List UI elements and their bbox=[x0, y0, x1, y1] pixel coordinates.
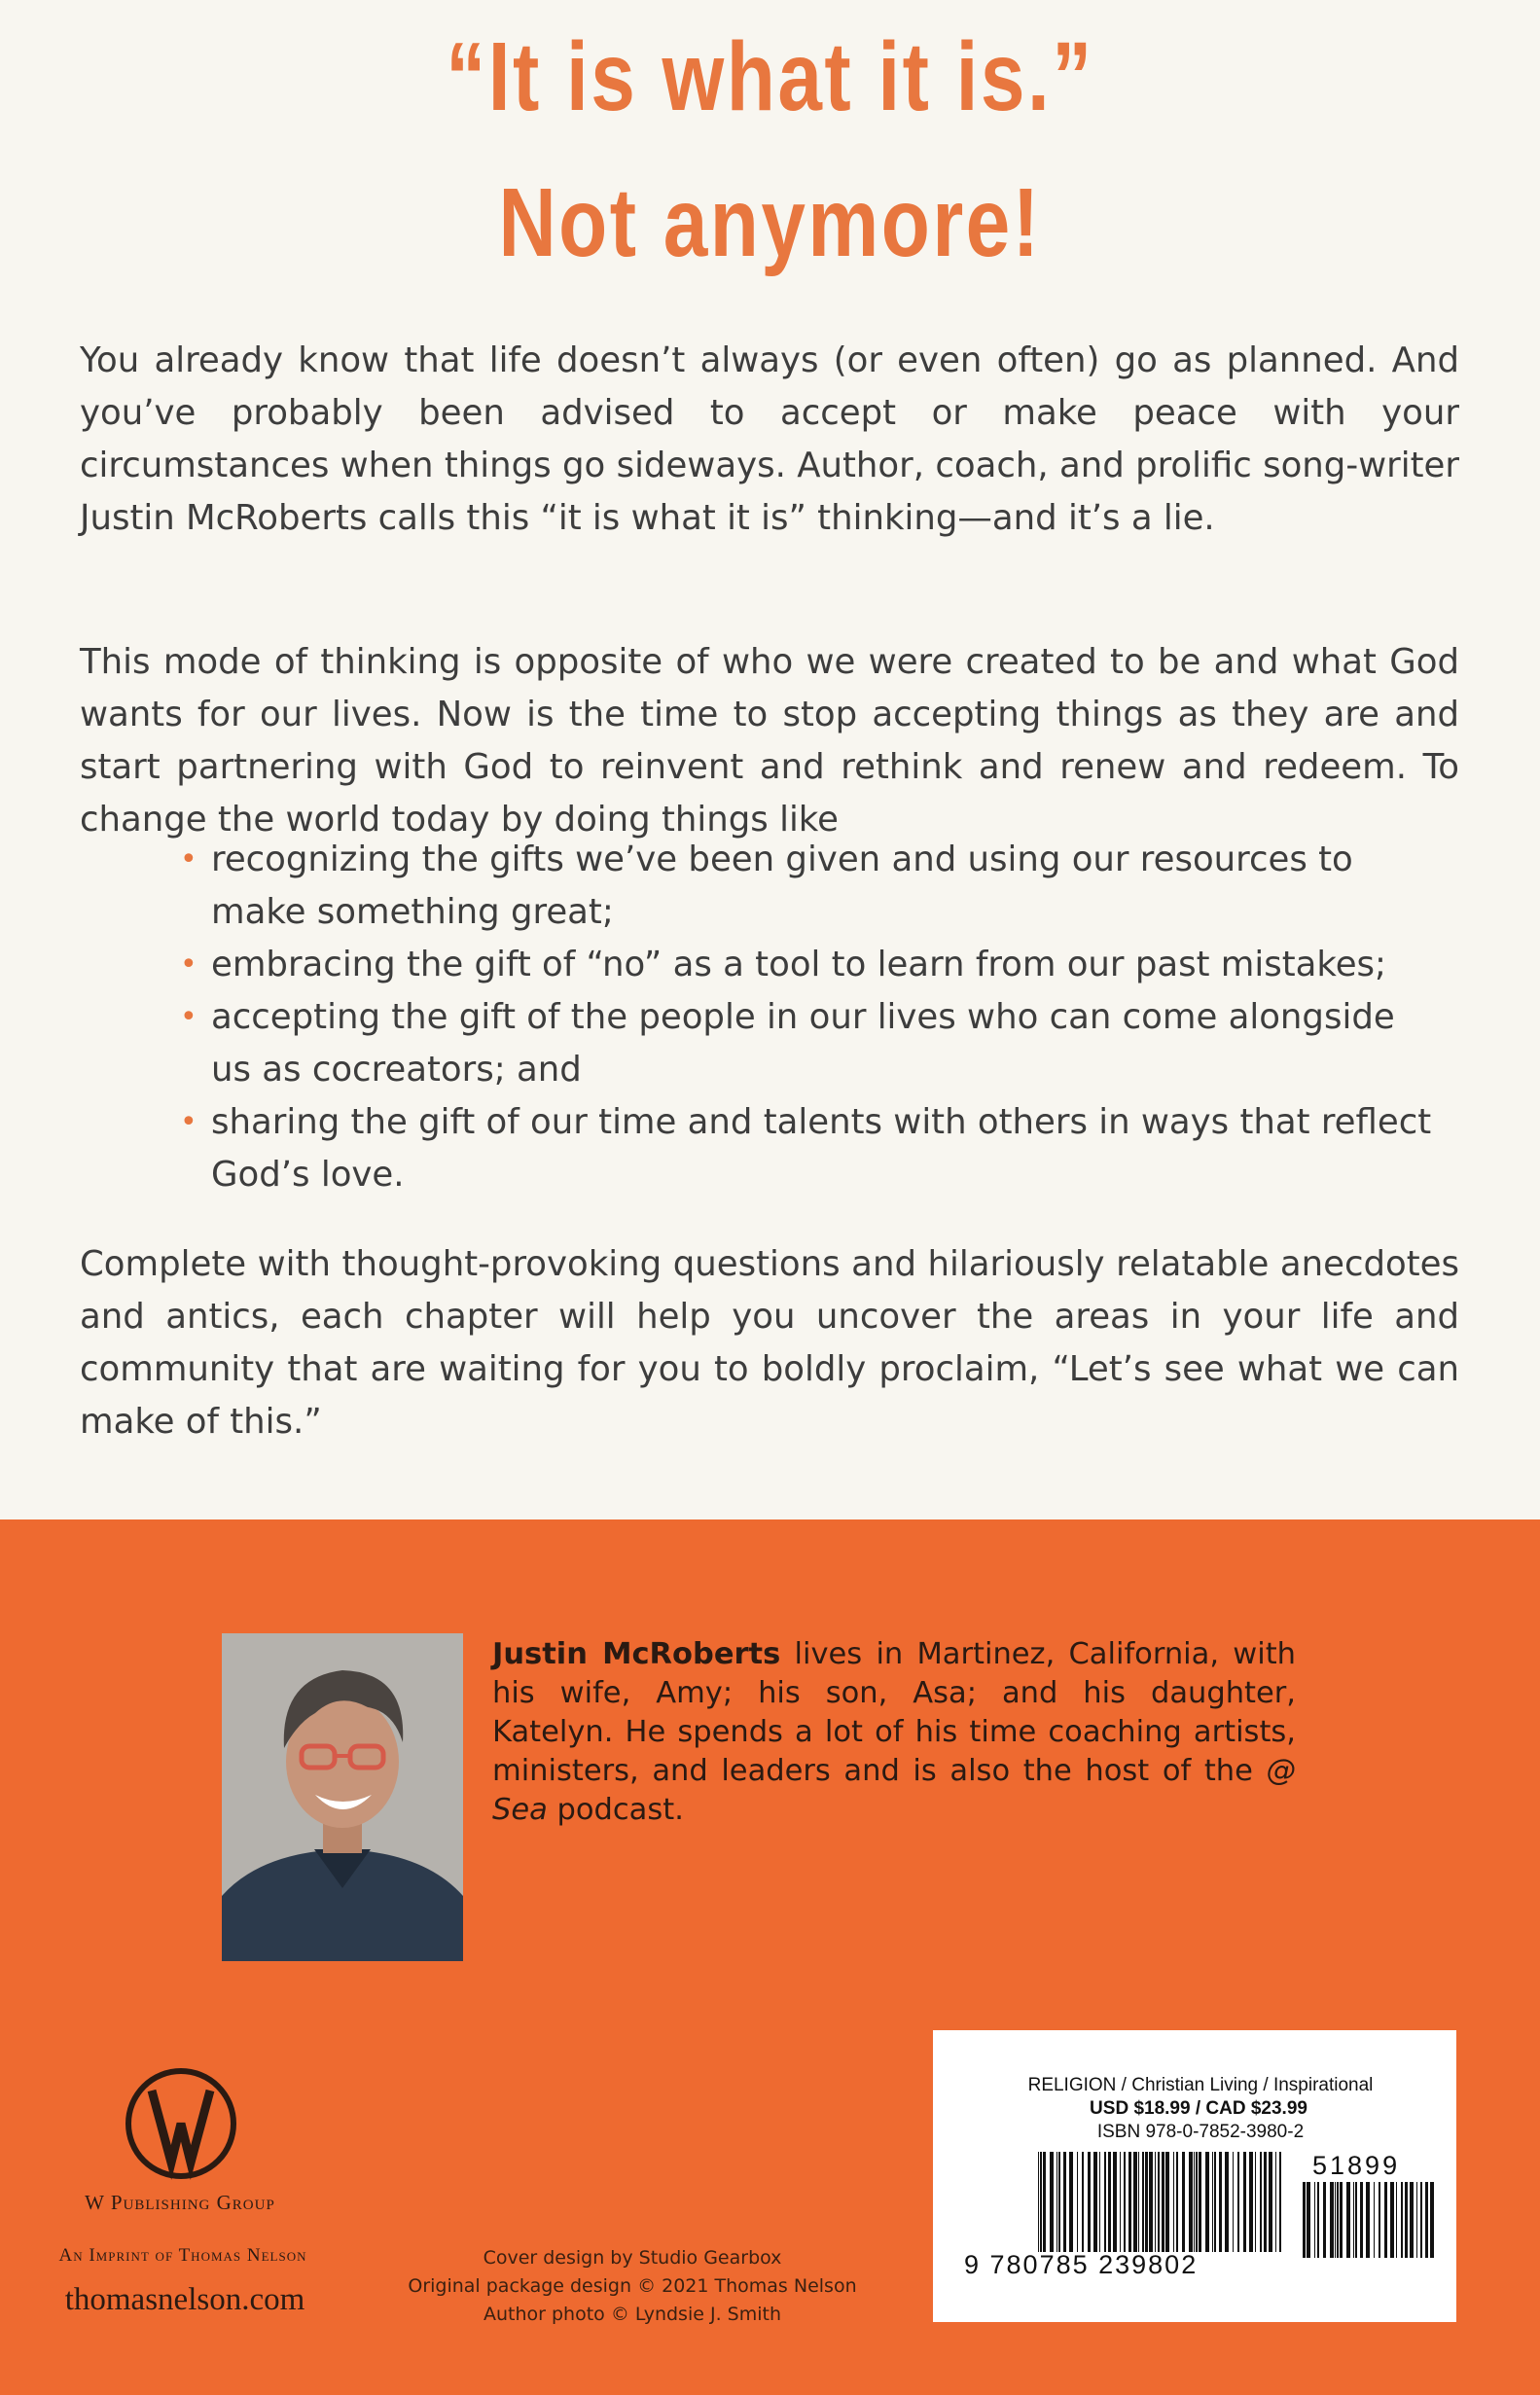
barcode-bar bbox=[1040, 2152, 1042, 2252]
list-item: • embracing the gift of “no” as a tool to learn from our past mistakes; bbox=[180, 939, 1445, 991]
barcode-bar bbox=[1128, 2152, 1131, 2252]
barcode-bar bbox=[1058, 2152, 1060, 2252]
barcode-bar bbox=[1165, 2152, 1169, 2252]
list-item: • accepting the gift of the people in our lives who can come alongside us as cocreators; and bbox=[180, 991, 1445, 1096]
barcode-bar bbox=[1038, 2152, 1039, 2252]
barcode-bar bbox=[1396, 2182, 1397, 2258]
barcode-bar bbox=[1335, 2182, 1336, 2258]
barcode-bar bbox=[1043, 2152, 1046, 2252]
barcode-bar bbox=[1307, 2182, 1310, 2258]
barcode-bar bbox=[1155, 2152, 1156, 2252]
barcode-bar bbox=[1182, 2152, 1185, 2252]
barcode-bar bbox=[1225, 2152, 1229, 2252]
barcode-bar bbox=[1176, 2152, 1178, 2252]
credit-line: Original package design © 2021 Thomas Nelson bbox=[408, 2275, 857, 2297]
barcode-bar bbox=[1275, 2152, 1276, 2252]
barcode-addon-digits: 51899 bbox=[1312, 2151, 1401, 2180]
barcode-bar bbox=[1093, 2152, 1097, 2252]
barcode-bar bbox=[1108, 2152, 1111, 2252]
barcode-bar bbox=[1082, 2152, 1084, 2252]
barcode-bar bbox=[1340, 2182, 1343, 2258]
barcode-bar bbox=[1260, 2152, 1262, 2252]
thinking-paragraph: This mode of thinking is opposite of who we were created to be and what God wants for our lives. Now is the time to stop accepting things as they are and start partnering with God to reinvent and rethink and renew and redeem. To change the world today by doing things like bbox=[80, 642, 1459, 840]
barcode-bar bbox=[1374, 2182, 1375, 2258]
author-photo bbox=[222, 1633, 463, 1961]
barcode-bar bbox=[1138, 2152, 1139, 2252]
barcode-bar bbox=[1390, 2182, 1394, 2258]
barcode-bar bbox=[1425, 2182, 1428, 2258]
gifts-list bbox=[180, 834, 1445, 1201]
barcode-bar bbox=[1379, 2182, 1380, 2258]
author-name: Justin McRoberts bbox=[492, 1637, 781, 1671]
barcode-bar bbox=[1142, 2152, 1144, 2252]
credit-line: Author photo © Lyndsie J. Smith bbox=[483, 2304, 781, 2325]
barcode-bar bbox=[1189, 2152, 1193, 2252]
barcode-bar bbox=[1366, 2182, 1370, 2258]
barcode-bar bbox=[1420, 2182, 1422, 2258]
author-portrait-icon bbox=[222, 1633, 463, 1961]
barcode-bar bbox=[1196, 2152, 1198, 2252]
barcode-label bbox=[933, 2030, 1456, 2322]
headline-line-2: Not anymore! bbox=[498, 168, 1042, 277]
bullet-dot-icon: • bbox=[180, 1105, 197, 1139]
barcode-bar bbox=[1113, 2152, 1117, 2252]
barcode-bar bbox=[1243, 2152, 1246, 2252]
bullet-dot-icon: • bbox=[180, 947, 197, 982]
barcode-bar bbox=[1405, 2182, 1408, 2258]
barcode-bar bbox=[1330, 2182, 1334, 2258]
barcode-bar bbox=[1158, 2152, 1160, 2252]
publisher-website: thomasnelson.com bbox=[64, 2282, 305, 2317]
barcode-bar bbox=[1133, 2152, 1137, 2252]
category-text: RELIGION / Christian Living / Inspirational bbox=[1027, 2075, 1374, 2095]
bullet-dot-icon: • bbox=[180, 842, 197, 876]
design-credits bbox=[379, 2244, 885, 2329]
barcode-bar bbox=[1269, 2152, 1272, 2252]
barcode-bar bbox=[1214, 2152, 1216, 2252]
publisher-imprint: An Imprint of Thomas Nelson bbox=[58, 2245, 307, 2266]
closing-paragraph: Complete with thought-provoking questions and hilariously relatable anecdotes and antics, each chapter will help you uncover the areas in your life and community that are waiting for you to boldly proclaim, “Let’s see what we can make of this.” bbox=[80, 1244, 1459, 1442]
barcode-bar bbox=[1162, 2152, 1164, 2252]
barcode-digits: 9 780785 239802 bbox=[964, 2250, 1199, 2279]
barcode-bar bbox=[1410, 2182, 1414, 2258]
barcode-bar bbox=[1099, 2152, 1100, 2252]
barcode-bar bbox=[1314, 2182, 1315, 2258]
barcode-bar bbox=[1104, 2152, 1106, 2252]
barcode-bar bbox=[1199, 2152, 1201, 2252]
intro-paragraph: You already know that life doesn’t always (or even often) go as planned. And you’ve probably been advised to accept or make peace with your circumstances when things go sideways. Author, coach, and prolific song-writer Justin McRoberts calls this “it is what it is” thinking—and it’s a lie. bbox=[80, 340, 1459, 538]
barcode-bar bbox=[1255, 2152, 1256, 2252]
credit-line: Cover design by Studio Gearbox bbox=[483, 2247, 782, 2269]
barcode-bar bbox=[1317, 2182, 1319, 2258]
barcode-bar bbox=[1430, 2182, 1434, 2258]
barcode-bar bbox=[1124, 2152, 1126, 2252]
barcode-bar bbox=[1353, 2182, 1354, 2258]
headline-line-1: “It is what it is.” bbox=[446, 22, 1094, 131]
publisher-logo-icon bbox=[123, 2065, 239, 2182]
publisher-name: W Publishing Group bbox=[85, 2191, 275, 2214]
barcode-bar bbox=[1077, 2152, 1078, 2252]
list-item: • recognizing the gifts we’ve been given and using our resources to make something great; bbox=[180, 834, 1445, 939]
barcode-bar bbox=[1355, 2182, 1357, 2258]
list-item: • sharing the gift of our time and talents with others in ways that reflect God’s love. bbox=[180, 1096, 1445, 1201]
barcode-bar bbox=[1149, 2152, 1153, 2252]
barcode-bar bbox=[1233, 2152, 1234, 2252]
barcode-bar bbox=[1416, 2182, 1417, 2258]
barcode-bar bbox=[1063, 2152, 1066, 2252]
barcode-bar bbox=[1264, 2152, 1267, 2252]
barcode-bar bbox=[1088, 2152, 1091, 2252]
barcode-bar bbox=[1120, 2152, 1121, 2252]
barcode-bar bbox=[1323, 2182, 1326, 2258]
barcode-bar bbox=[1219, 2152, 1222, 2252]
barcode-bar bbox=[1279, 2152, 1281, 2252]
barcode-bar bbox=[1205, 2152, 1209, 2252]
barcode-bar bbox=[1384, 2182, 1387, 2258]
barcode-bar bbox=[1360, 2182, 1363, 2258]
bullet-dot-icon: • bbox=[180, 1000, 197, 1034]
barcode-bar bbox=[1337, 2182, 1339, 2258]
barcode-bar bbox=[1346, 2182, 1350, 2258]
podcast-name: @ Sea bbox=[492, 1754, 1296, 1827]
barcode-bar bbox=[1173, 2152, 1174, 2252]
price-text: USD $18.99 / CAD $23.99 bbox=[1090, 2098, 1307, 2119]
barcode-bar bbox=[1401, 2182, 1403, 2258]
barcode-bar bbox=[1069, 2152, 1073, 2252]
author-bio: Justin McRoberts lives in Martinez, California, with his wife, Amy; his son, Asa; and his daughter, Katelyn. He spends a lot of his time coaching artists, ministers, and leaders and is also the host of the @ Sea podcast. bbox=[492, 1637, 1296, 1827]
barcode-bar bbox=[1194, 2152, 1195, 2252]
barcode-bar bbox=[1050, 2152, 1054, 2252]
barcode-bar bbox=[1212, 2152, 1213, 2252]
barcode-bar bbox=[1249, 2152, 1253, 2252]
barcode-bar bbox=[1145, 2152, 1148, 2252]
isbn-text: ISBN 978-0-7852-3980-2 bbox=[1096, 2122, 1305, 2142]
barcode-bar bbox=[1237, 2152, 1239, 2252]
barcode-bar bbox=[1303, 2182, 1306, 2258]
